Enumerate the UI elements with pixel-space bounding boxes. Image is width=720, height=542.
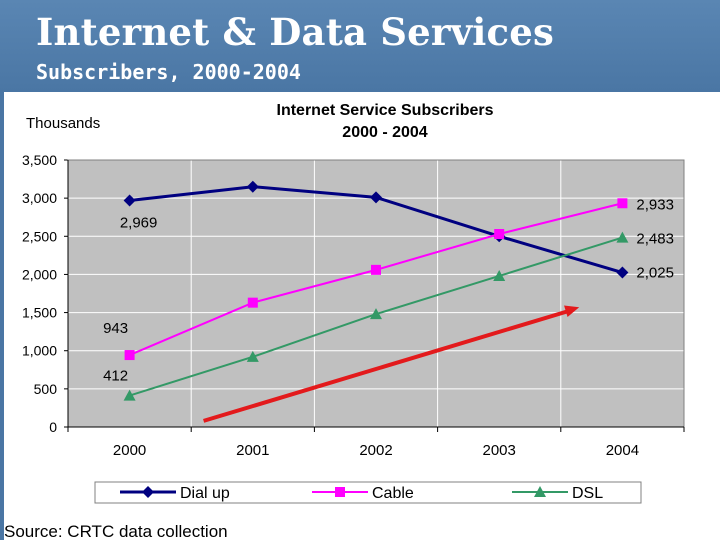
y-tick-label: 500: [33, 380, 57, 397]
legend-marker-cable: [335, 487, 345, 497]
y-tick-label: 1,000: [21, 342, 57, 359]
chart-subtitle: 2000 - 2004: [342, 124, 428, 141]
legend: [95, 482, 641, 503]
line-chart: [0, 92, 720, 522]
x-tick-label: 2002: [359, 442, 393, 459]
data-point-cable: [371, 265, 381, 275]
y-tick-label: 2,000: [21, 266, 57, 283]
y-tick-label: 1,500: [21, 304, 57, 321]
x-tick-label: 2003: [482, 442, 516, 459]
y-tick-label: 2,500: [21, 228, 57, 245]
legend-label-dial-up: Dial up: [180, 485, 230, 502]
data-label-cable: 2,933: [636, 196, 674, 214]
source-note: Source: CRTC data collection: [4, 522, 228, 541]
data-label-cable: 943: [103, 320, 129, 338]
y-tick-label: 3,500: [21, 152, 57, 168]
data-label-dial-up: 2,025: [636, 264, 674, 282]
legend-label-dsl: DSL: [572, 485, 604, 502]
chart-title: Internet Service Subscribers: [276, 102, 494, 119]
y-axis-label: Thousands: [26, 115, 101, 132]
x-tick-label: 2004: [605, 442, 640, 459]
data-point-cable: [494, 229, 504, 239]
slide-title: Internet & Data Services: [36, 10, 555, 54]
data-point-cable: [617, 198, 627, 208]
data-label-dial-up: 2,969: [119, 214, 158, 232]
plot-area: [22, 152, 684, 459]
x-tick-label: 2000: [112, 442, 147, 459]
y-tick-label: 0: [49, 419, 57, 435]
data-point-cable: [248, 298, 258, 308]
x-tick-label: 2001: [236, 442, 270, 459]
slide-subtitle: Subscribers, 2000-2004: [36, 60, 301, 84]
slide-header: [0, 0, 720, 92]
data-label-dsl: 412: [103, 367, 129, 385]
data-label-dsl: 2,483: [636, 230, 674, 248]
legend-label-cable: Cable: [372, 485, 414, 502]
y-tick-label: 3,000: [21, 190, 57, 207]
data-point-cable: [125, 350, 135, 360]
